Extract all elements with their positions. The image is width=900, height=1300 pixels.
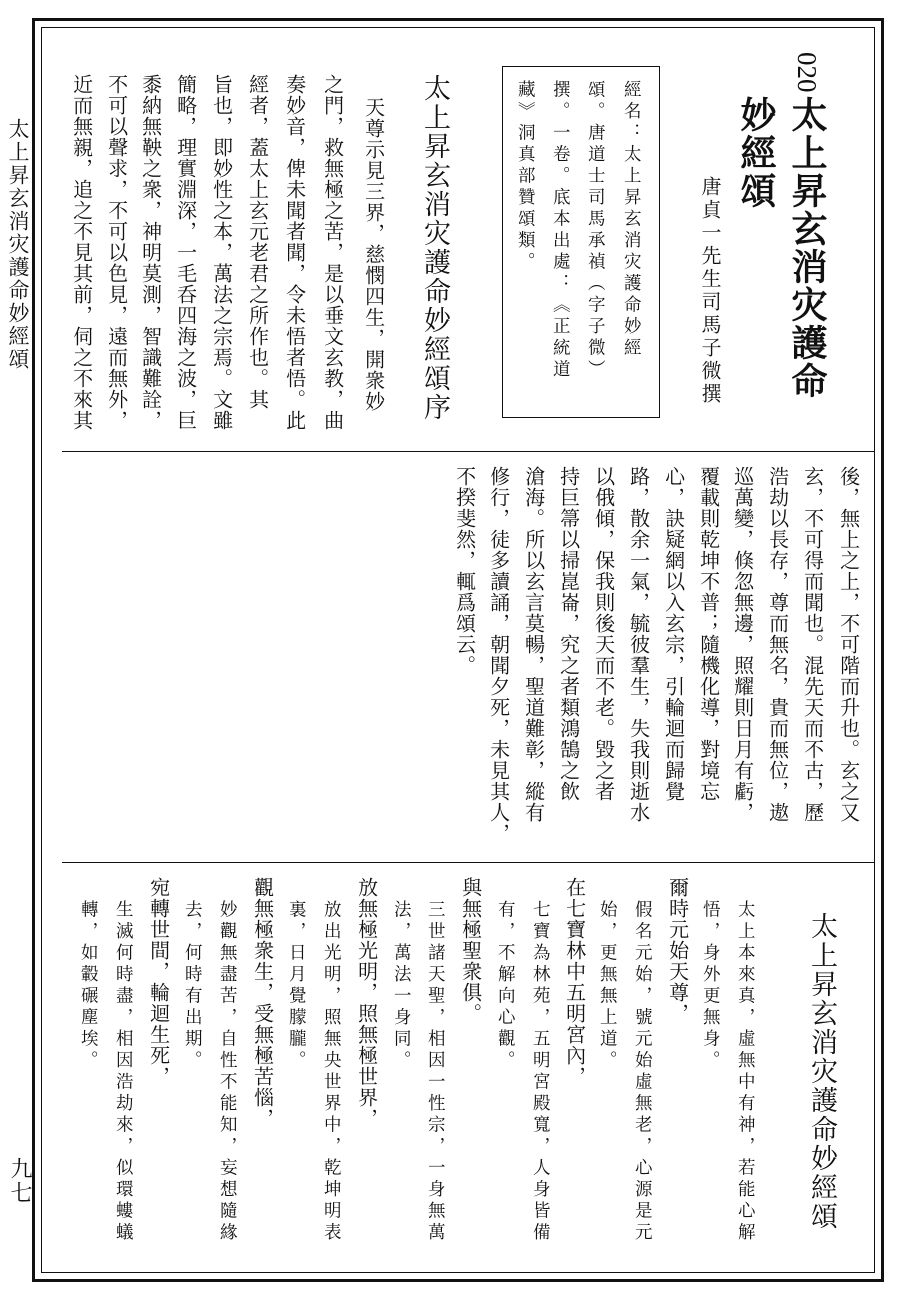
preface-column: 路，散余一氣，毓彼羣生，失我則逝水: [626, 466, 651, 823]
preface-heading: 太上昇玄消灾護命妙經頌序: [419, 74, 450, 422]
title-line-2: 妙經頌: [735, 96, 777, 210]
preface-column: 滄海。所以玄言莫暢，聖道難彰，縱有: [521, 466, 546, 823]
info-line: 經名：太上昇玄消灾護命妙經: [621, 80, 642, 360]
verse-column: 法，萬法一身同。: [391, 900, 412, 1072]
verse-column: 生滅何時盡，相因浩劫來，似環螻蟻: [113, 900, 134, 1244]
verse-column: 七寶為林苑，五明宮殿寬，人身皆備: [530, 900, 551, 1244]
verse-column: 假名元始，號元始虛無老，心源是元: [632, 900, 653, 1244]
author-line: 唐貞一先生司馬子微撰: [698, 176, 722, 406]
verse-column: 太上本來真，虛無中有神，若能心解: [735, 900, 756, 1244]
preface-column: 持巨箒以掃崑崙，究之者類鴻鵠之飲: [556, 466, 581, 802]
scripture-column: 爾時元始天尊，: [665, 877, 690, 1024]
page-number: 九七: [7, 1157, 32, 1205]
scripture-column: 觀無極衆生，受無極苦惱，: [250, 877, 275, 1129]
verse-column: 轉，如轂碾塵埃。: [78, 900, 99, 1072]
preface-column: 不可以聲求，不可以色見，遠而無外，: [104, 74, 129, 431]
divider-top-middle: [62, 451, 874, 452]
preface-column: 奏妙音，俾未聞者聞，令未悟者悟。此: [282, 74, 307, 431]
preface-column: 之門，救無極之苦，是以垂文玄教，曲: [320, 74, 345, 431]
preface-column: 黍納無鞅之衆，神明莫測，智識難詮，: [138, 74, 163, 431]
preface-column: 覆載則乾坤不普；隨機化導，對境忘: [696, 466, 721, 802]
hymn-heading: 太上昇玄消灾護命妙經頌: [806, 912, 837, 1231]
scripture-column: 放無極光明，照無極世界，: [354, 877, 379, 1129]
title-line-1: 太上昇玄消灾護命: [786, 96, 828, 400]
preface-column: 旨也，即妙性之本，萬法之宗焉。文雖: [209, 74, 234, 431]
preface-column: 心，訣疑網以入玄宗，引輪迴而歸覺: [661, 466, 686, 802]
preface-column: 玄，不可得而聞也。混先天而不古，歷: [800, 466, 825, 823]
preface-column: 天尊示見三界，慈憫四生，開衆妙: [361, 97, 386, 412]
verse-column: 悟，身外更無身。: [700, 900, 721, 1072]
info-line: 藏》洞真部贊頌類。: [515, 80, 536, 274]
scripture-column: 宛轉世間，輪迴生死，: [146, 877, 171, 1087]
preface-column: 不揆斐然，輒爲頌云。: [452, 466, 477, 676]
verse-column: 妙觀無盡苦，自性不能知，妄想隨緣: [217, 900, 238, 1244]
info-line: 頌。唐道士司馬承禎（字子微）: [585, 80, 606, 381]
scripture-column: 在七寶林中五明宮內，: [562, 877, 587, 1087]
item-number: 020: [792, 52, 822, 93]
verse-column: 有，不解向心觀。: [495, 900, 516, 1072]
preface-column: 簡略，理實淵深，一毛呑四海之波，巨: [173, 74, 198, 431]
preface-column: 修行，徒多讀誦，朝聞夕死，未見其人，: [486, 466, 511, 844]
divider-middle-bottom: [62, 862, 874, 863]
verse-column: 放出光明，照無央世界中，乾坤明表: [321, 900, 342, 1244]
running-head: 太上昇玄消灾護命妙經頌: [6, 118, 30, 371]
verse-column: 裏，日月覺朦朧。: [286, 900, 307, 1072]
preface-column: 後，無上之上，不可階而升也。玄之又: [836, 466, 861, 823]
scripture-column: 與無極聖衆俱。: [458, 877, 483, 1024]
preface-column: 近而無親，追之不見其前，伺之不來其: [69, 74, 94, 431]
preface-column: 巡萬變，倏忽無邊，照耀則日月有虧，: [730, 466, 755, 823]
preface-column: 以俄傾，保我則後天而不老。毀之者: [591, 466, 616, 802]
preface-column: 經者，蓋太上玄元老君之所作也。其: [245, 74, 270, 410]
info-line: 撰。一卷。底本出處：《正統道: [550, 80, 571, 381]
verse-column: 三世諸天聖，相因一性宗，一身無萬: [425, 900, 446, 1244]
verse-column: 去，何時有出期。: [182, 900, 203, 1072]
preface-column: 浩劫以長存，尊而無名，貴而無位，遨: [765, 466, 790, 823]
verse-column: 始，更無無上道。: [597, 900, 618, 1072]
